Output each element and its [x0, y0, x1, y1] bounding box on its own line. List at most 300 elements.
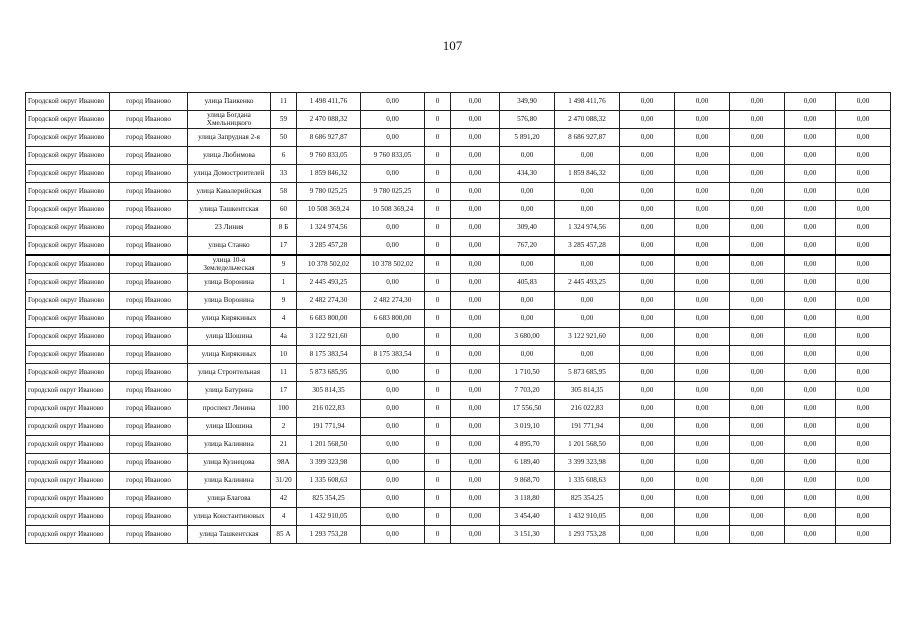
cell-cost-d: 0,00: [620, 490, 675, 508]
cell-cost-a: 6 683 800,00: [361, 310, 425, 328]
cell-total-cost: 8 686 927,87: [297, 129, 361, 147]
cell-cost-d: 0,00: [620, 436, 675, 454]
cell-cost-f: 0,00: [730, 526, 785, 544]
cell-house: 9: [271, 292, 297, 310]
cell-settlement: город Иваново: [110, 219, 188, 237]
cell-area: 17 556,50: [500, 400, 555, 418]
cell-cost-b: 0,00: [451, 418, 500, 436]
cell-cost-b: 0,00: [451, 400, 500, 418]
cell-cost-g: 0,00: [785, 508, 836, 526]
cell-street: улица Калинина: [188, 472, 271, 490]
cell-cost-c: 0,00: [555, 255, 620, 274]
cell-cost-b: 0,00: [451, 111, 500, 129]
cell-cost-h: 0,00: [836, 508, 891, 526]
cell-street: улица Воронина: [188, 292, 271, 310]
cell-cost-a: 0,00: [361, 129, 425, 147]
table-row: [26, 255, 891, 274]
cell-house: 1: [271, 274, 297, 292]
cell-count-a: 0: [425, 274, 451, 292]
cell-cost-c: 1 335 608,63: [555, 472, 620, 490]
cell-cost-f: 0,00: [730, 201, 785, 219]
cell-count-a: 0: [425, 165, 451, 183]
cell-municipality: городской округ Иваново: [26, 436, 110, 454]
cell-count-a: 0: [425, 508, 451, 526]
cell-cost-d: 0,00: [620, 526, 675, 544]
cell-cost-g: 0,00: [785, 400, 836, 418]
cell-municipality: Городской округ Иваново: [26, 255, 110, 274]
cell-cost-f: 0,00: [730, 111, 785, 129]
cell-settlement: город Иваново: [110, 436, 188, 454]
cell-area: 0,00: [500, 292, 555, 310]
cell-cost-c: 825 354,25: [555, 490, 620, 508]
cell-cost-d: 0,00: [620, 165, 675, 183]
table-row: [26, 93, 891, 111]
cell-cost-b: 0,00: [451, 183, 500, 201]
cell-cost-b: 0,00: [451, 490, 500, 508]
cell-house: 100: [271, 400, 297, 418]
cell-total-cost: 1 498 411,76: [297, 93, 361, 111]
cell-cost-e: 0,00: [675, 346, 730, 364]
cell-cost-f: 0,00: [730, 93, 785, 111]
cell-municipality: Городской округ Иваново: [26, 310, 110, 328]
cell-cost-e: 0,00: [675, 292, 730, 310]
table-row: [26, 400, 891, 418]
cell-house: 33: [271, 165, 297, 183]
cell-cost-g: 0,00: [785, 201, 836, 219]
cell-house: 4а: [271, 328, 297, 346]
cell-cost-h: 0,00: [836, 274, 891, 292]
cell-cost-h: 0,00: [836, 526, 891, 544]
cell-cost-b: 0,00: [451, 255, 500, 274]
cell-count-a: 0: [425, 183, 451, 201]
cell-cost-g: 0,00: [785, 328, 836, 346]
cell-cost-h: 0,00: [836, 382, 891, 400]
cell-cost-f: 0,00: [730, 237, 785, 256]
cell-cost-c: 191 771,94: [555, 418, 620, 436]
cell-count-a: 0: [425, 255, 451, 274]
cell-cost-a: 10 378 502,02: [361, 255, 425, 274]
cell-cost-a: 0,00: [361, 165, 425, 183]
cell-count-a: 0: [425, 400, 451, 418]
cell-cost-c: 1 498 411,76: [555, 93, 620, 111]
cell-cost-e: 0,00: [675, 328, 730, 346]
cell-municipality: Городской округ Иваново: [26, 147, 110, 165]
cell-cost-h: 0,00: [836, 237, 891, 256]
cell-municipality: Городской округ Иваново: [26, 93, 110, 111]
cell-street: улица Строительная: [188, 364, 271, 382]
cell-area: 3 151,30: [500, 526, 555, 544]
cell-cost-g: 0,00: [785, 364, 836, 382]
cell-street: 23 Линия: [188, 219, 271, 237]
cell-cost-d: 0,00: [620, 310, 675, 328]
cell-street: улица Кузнецова: [188, 454, 271, 472]
cell-house: 42: [271, 490, 297, 508]
cell-cost-b: 0,00: [451, 364, 500, 382]
table-row: [26, 274, 891, 292]
cell-area: 4 895,70: [500, 436, 555, 454]
cell-cost-a: 0,00: [361, 219, 425, 237]
cell-cost-c: 2 445 493,25: [555, 274, 620, 292]
cell-cost-f: 0,00: [730, 147, 785, 165]
cell-cost-e: 0,00: [675, 219, 730, 237]
cell-cost-h: 0,00: [836, 364, 891, 382]
cell-cost-f: 0,00: [730, 400, 785, 418]
cell-count-a: 0: [425, 472, 451, 490]
table-row: [26, 147, 891, 165]
cell-cost-c: 1 432 910,05: [555, 508, 620, 526]
cell-cost-g: 0,00: [785, 237, 836, 256]
cell-cost-b: 0,00: [451, 147, 500, 165]
cell-cost-a: 8 175 383,54: [361, 346, 425, 364]
cell-total-cost: 2 470 088,32: [297, 111, 361, 129]
cell-cost-g: 0,00: [785, 346, 836, 364]
cell-cost-c: 1 293 753,28: [555, 526, 620, 544]
cell-cost-d: 0,00: [620, 472, 675, 490]
cell-cost-c: 0,00: [555, 147, 620, 165]
cell-cost-e: 0,00: [675, 526, 730, 544]
cell-cost-d: 0,00: [620, 183, 675, 201]
cell-area: 0,00: [500, 346, 555, 364]
cell-total-cost: 1 859 846,32: [297, 165, 361, 183]
cell-street: улица Воронина: [188, 274, 271, 292]
cell-cost-c: 5 873 685,95: [555, 364, 620, 382]
cell-cost-b: 0,00: [451, 237, 500, 256]
cell-cost-f: 0,00: [730, 165, 785, 183]
cell-cost-e: 0,00: [675, 255, 730, 274]
cell-cost-f: 0,00: [730, 328, 785, 346]
cell-cost-b: 0,00: [451, 165, 500, 183]
cell-cost-h: 0,00: [836, 436, 891, 454]
cell-total-cost: 9 780 025,25: [297, 183, 361, 201]
cell-cost-g: 0,00: [785, 255, 836, 274]
cell-area: 0,00: [500, 255, 555, 274]
cell-count-a: 0: [425, 93, 451, 111]
cell-cost-d: 0,00: [620, 364, 675, 382]
cell-cost-d: 0,00: [620, 382, 675, 400]
cell-cost-h: 0,00: [836, 454, 891, 472]
cell-cost-d: 0,00: [620, 328, 675, 346]
cell-cost-e: 0,00: [675, 418, 730, 436]
cell-settlement: город Иваново: [110, 418, 188, 436]
cell-house: 4: [271, 508, 297, 526]
cell-count-a: 0: [425, 129, 451, 147]
cell-cost-e: 0,00: [675, 508, 730, 526]
table-row: [26, 292, 891, 310]
cell-cost-e: 0,00: [675, 129, 730, 147]
cell-cost-d: 0,00: [620, 346, 675, 364]
cell-cost-b: 0,00: [451, 129, 500, 147]
cell-cost-h: 0,00: [836, 93, 891, 111]
data-table: [25, 92, 891, 544]
cell-cost-e: 0,00: [675, 165, 730, 183]
cell-municipality: городской округ Иваново: [26, 418, 110, 436]
cell-cost-h: 0,00: [836, 472, 891, 490]
table-body: [26, 93, 891, 544]
cell-count-a: 0: [425, 364, 451, 382]
cell-count-a: 0: [425, 526, 451, 544]
cell-municipality: Городской округ Иваново: [26, 183, 110, 201]
cell-municipality: Городской округ Иваново: [26, 292, 110, 310]
cell-settlement: город Иваново: [110, 328, 188, 346]
table-row: [26, 472, 891, 490]
cell-cost-h: 0,00: [836, 400, 891, 418]
cell-house: 6: [271, 147, 297, 165]
cell-cost-e: 0,00: [675, 364, 730, 382]
cell-cost-e: 0,00: [675, 472, 730, 490]
cell-count-a: 0: [425, 328, 451, 346]
page-number: 107: [442, 38, 463, 53]
cell-count-a: 0: [425, 382, 451, 400]
cell-cost-b: 0,00: [451, 526, 500, 544]
table-row: [26, 436, 891, 454]
table-row: [26, 310, 891, 328]
cell-street: улица Шошина: [188, 328, 271, 346]
cell-cost-f: 0,00: [730, 346, 785, 364]
cell-house: 11: [271, 93, 297, 111]
cell-cost-c: 0,00: [555, 292, 620, 310]
cell-total-cost: 2 445 493,25: [297, 274, 361, 292]
cell-street: улица Запрудная 2-я: [188, 129, 271, 147]
cell-cost-d: 0,00: [620, 255, 675, 274]
cell-street: улица Панкенко: [188, 93, 271, 111]
cell-house: 21: [271, 436, 297, 454]
cell-cost-a: 0,00: [361, 508, 425, 526]
cell-cost-a: 0,00: [361, 454, 425, 472]
cell-cost-f: 0,00: [730, 418, 785, 436]
cell-area: 5 891,20: [500, 129, 555, 147]
cell-cost-a: 0,00: [361, 490, 425, 508]
cell-total-cost: 1 432 910,05: [297, 508, 361, 526]
cell-settlement: город Иваново: [110, 147, 188, 165]
cell-cost-e: 0,00: [675, 490, 730, 508]
cell-street: улица 10-я Земледельческая: [188, 255, 271, 274]
cell-cost-b: 0,00: [451, 310, 500, 328]
cell-cost-e: 0,00: [675, 382, 730, 400]
cell-settlement: город Иваново: [110, 111, 188, 129]
table-row: [26, 454, 891, 472]
cell-house: 50: [271, 129, 297, 147]
cell-count-a: 0: [425, 490, 451, 508]
cell-cost-b: 0,00: [451, 328, 500, 346]
cell-cost-b: 0,00: [451, 292, 500, 310]
cell-house: 17: [271, 382, 297, 400]
cell-cost-a: 0,00: [361, 400, 425, 418]
cell-cost-f: 0,00: [730, 382, 785, 400]
cell-total-cost: 5 873 685,95: [297, 364, 361, 382]
cell-municipality: Городской округ Иваново: [26, 111, 110, 129]
cell-cost-b: 0,00: [451, 454, 500, 472]
cell-cost-g: 0,00: [785, 382, 836, 400]
cell-count-a: 0: [425, 418, 451, 436]
cell-cost-h: 0,00: [836, 310, 891, 328]
cell-settlement: город Иваново: [110, 237, 188, 256]
cell-cost-e: 0,00: [675, 111, 730, 129]
cell-cost-c: 305 814,35: [555, 382, 620, 400]
table-row: [26, 418, 891, 436]
cell-cost-h: 0,00: [836, 292, 891, 310]
cell-cost-h: 0,00: [836, 147, 891, 165]
cell-area: 309,40: [500, 219, 555, 237]
cell-settlement: город Иваново: [110, 364, 188, 382]
table-row: [26, 165, 891, 183]
cell-house: 17: [271, 237, 297, 256]
cell-municipality: Городской округ Иваново: [26, 274, 110, 292]
cell-street: улица Благова: [188, 490, 271, 508]
cell-street: улица Ташкентская: [188, 526, 271, 544]
cell-house: 58: [271, 183, 297, 201]
cell-cost-b: 0,00: [451, 508, 500, 526]
cell-house: 85 А: [271, 526, 297, 544]
cell-cost-d: 0,00: [620, 292, 675, 310]
table-row: [26, 219, 891, 237]
table-row: [26, 183, 891, 201]
cell-area: 7 703,20: [500, 382, 555, 400]
cell-cost-g: 0,00: [785, 183, 836, 201]
cell-settlement: город Иваново: [110, 255, 188, 274]
cell-cost-e: 0,00: [675, 436, 730, 454]
cell-count-a: 0: [425, 292, 451, 310]
cell-cost-f: 0,00: [730, 364, 785, 382]
cell-cost-f: 0,00: [730, 508, 785, 526]
cell-settlement: город Иваново: [110, 526, 188, 544]
cell-cost-f: 0,00: [730, 436, 785, 454]
cell-municipality: Городской округ Иваново: [26, 346, 110, 364]
cell-settlement: город Иваново: [110, 490, 188, 508]
cell-settlement: город Иваново: [110, 382, 188, 400]
cell-cost-b: 0,00: [451, 201, 500, 219]
cell-house: 10: [271, 346, 297, 364]
cell-cost-a: 9 760 833,05: [361, 147, 425, 165]
cell-count-a: 0: [425, 346, 451, 364]
cell-cost-a: 0,00: [361, 364, 425, 382]
cell-cost-d: 0,00: [620, 418, 675, 436]
cell-settlement: город Иваново: [110, 472, 188, 490]
cell-cost-c: 1 859 846,32: [555, 165, 620, 183]
cell-cost-h: 0,00: [836, 328, 891, 346]
cell-cost-h: 0,00: [836, 418, 891, 436]
cell-cost-f: 0,00: [730, 219, 785, 237]
cell-cost-a: 0,00: [361, 382, 425, 400]
cell-count-a: 0: [425, 454, 451, 472]
cell-cost-c: 3 399 323,98: [555, 454, 620, 472]
cell-area: 3 019,10: [500, 418, 555, 436]
cell-area: 9 868,70: [500, 472, 555, 490]
cell-cost-g: 0,00: [785, 274, 836, 292]
cell-cost-h: 0,00: [836, 490, 891, 508]
cell-municipality: Городской округ Иваново: [26, 165, 110, 183]
cell-area: 576,80: [500, 111, 555, 129]
cell-area: 0,00: [500, 147, 555, 165]
cell-municipality: Городской округ Иваново: [26, 219, 110, 237]
cell-municipality: городской округ Иваново: [26, 508, 110, 526]
cell-house: 31/20: [271, 472, 297, 490]
cell-street: улица Батурина: [188, 382, 271, 400]
cell-cost-e: 0,00: [675, 274, 730, 292]
cell-municipality: Городской округ Иваново: [26, 364, 110, 382]
cell-municipality: городской округ Иваново: [26, 526, 110, 544]
cell-street: улица Кирякиных: [188, 310, 271, 328]
cell-cost-f: 0,00: [730, 183, 785, 201]
cell-settlement: город Иваново: [110, 310, 188, 328]
cell-cost-c: 0,00: [555, 201, 620, 219]
cell-cost-a: 10 508 369,24: [361, 201, 425, 219]
cell-settlement: город Иваново: [110, 201, 188, 219]
cell-cost-h: 0,00: [836, 183, 891, 201]
cell-cost-b: 0,00: [451, 472, 500, 490]
cell-cost-h: 0,00: [836, 201, 891, 219]
table-row: [26, 490, 891, 508]
cell-area: 767,20: [500, 237, 555, 256]
cell-total-cost: 216 022,83: [297, 400, 361, 418]
cell-cost-f: 0,00: [730, 454, 785, 472]
cell-area: 3 680,00: [500, 328, 555, 346]
cell-cost-b: 0,00: [451, 436, 500, 454]
cell-cost-c: 216 022,83: [555, 400, 620, 418]
cell-cost-d: 0,00: [620, 93, 675, 111]
cell-cost-g: 0,00: [785, 147, 836, 165]
cell-area: 3 454,40: [500, 508, 555, 526]
cell-cost-g: 0,00: [785, 129, 836, 147]
cell-cost-b: 0,00: [451, 93, 500, 111]
cell-cost-g: 0,00: [785, 165, 836, 183]
cell-cost-c: 3 285 457,28: [555, 237, 620, 256]
cell-cost-b: 0,00: [451, 346, 500, 364]
cell-cost-e: 0,00: [675, 310, 730, 328]
cell-area: 3 118,80: [500, 490, 555, 508]
cell-cost-d: 0,00: [620, 454, 675, 472]
cell-area: 0,00: [500, 201, 555, 219]
cell-settlement: город Иваново: [110, 292, 188, 310]
cell-count-a: 0: [425, 310, 451, 328]
cell-house: 60: [271, 201, 297, 219]
cell-cost-d: 0,00: [620, 111, 675, 129]
cell-settlement: город Иваново: [110, 508, 188, 526]
cell-count-a: 0: [425, 219, 451, 237]
cell-cost-d: 0,00: [620, 219, 675, 237]
cell-settlement: город Иваново: [110, 165, 188, 183]
cell-municipality: городской округ Иваново: [26, 382, 110, 400]
cell-cost-g: 0,00: [785, 111, 836, 129]
cell-settlement: город Иваново: [110, 274, 188, 292]
table-row: [26, 508, 891, 526]
cell-cost-a: 0,00: [361, 472, 425, 490]
cell-total-cost: 825 354,25: [297, 490, 361, 508]
cell-area: 0,00: [500, 310, 555, 328]
cell-cost-g: 0,00: [785, 436, 836, 454]
cell-house: 98А: [271, 454, 297, 472]
cell-total-cost: 1 293 753,28: [297, 526, 361, 544]
table-row: [26, 382, 891, 400]
cell-municipality: городской округ Иваново: [26, 454, 110, 472]
cell-cost-e: 0,00: [675, 237, 730, 256]
cell-cost-h: 0,00: [836, 129, 891, 147]
cell-area: 405,83: [500, 274, 555, 292]
cell-cost-e: 0,00: [675, 183, 730, 201]
table-row: [26, 237, 891, 256]
cell-cost-f: 0,00: [730, 255, 785, 274]
cell-cost-b: 0,00: [451, 219, 500, 237]
cell-cost-d: 0,00: [620, 201, 675, 219]
cell-municipality: Городской округ Иваново: [26, 129, 110, 147]
cell-total-cost: 8 175 383,54: [297, 346, 361, 364]
cell-municipality: городской округ Иваново: [26, 490, 110, 508]
cell-count-a: 0: [425, 237, 451, 256]
cell-cost-f: 0,00: [730, 129, 785, 147]
cell-street: улица Шошина: [188, 418, 271, 436]
cell-municipality: городской округ Иваново: [26, 472, 110, 490]
cell-cost-d: 0,00: [620, 147, 675, 165]
cell-cost-c: 0,00: [555, 183, 620, 201]
